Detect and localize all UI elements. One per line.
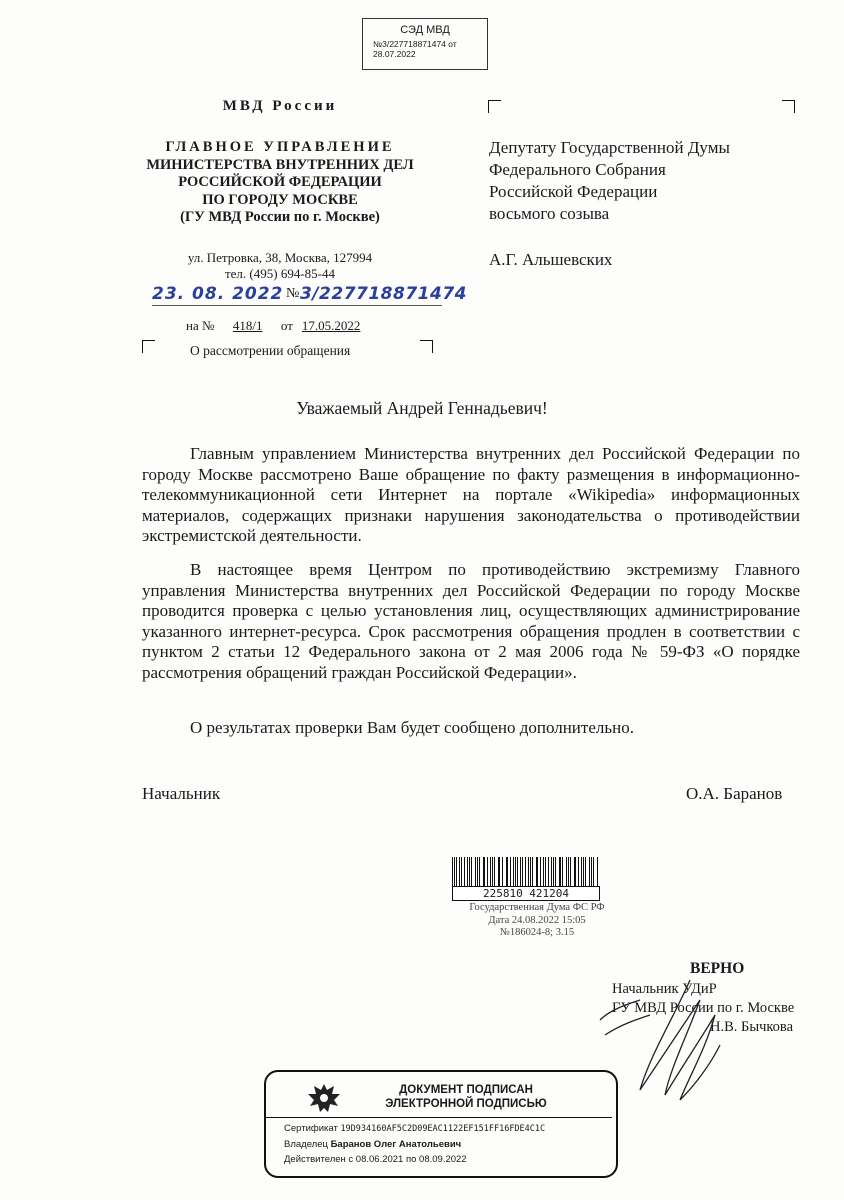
recipient-line-4: восьмого созыва xyxy=(489,204,610,223)
verno-name: Н.В. Бычкова xyxy=(710,1019,794,1035)
verno-line-1: Начальник УДиР xyxy=(612,981,717,997)
e-signature-divider xyxy=(266,1117,612,1118)
reference-line xyxy=(186,318,366,334)
sender-address: ул. Петровка, 38, Москва, 127994 xyxy=(187,250,373,265)
e-signature-valid: Действителен с 08.06.2021 по 08.09.2022 xyxy=(284,1154,467,1165)
outgoing-number-prefix: № xyxy=(286,286,300,301)
sender-line-3: РОССИЙСКОЙ ФЕДЕРАЦИИ xyxy=(178,174,382,190)
subject-corner-left xyxy=(142,340,155,353)
e-signature-owner: Баранов Олег Анатольевич xyxy=(330,1139,462,1150)
outgoing-number-handwritten: 3/227718871474 xyxy=(300,284,467,304)
verno-title: ВЕРНО xyxy=(690,960,745,977)
sender-contacts xyxy=(120,250,440,282)
eagle-emblem-icon xyxy=(304,1080,344,1118)
body-paragraph-1 xyxy=(142,444,800,547)
sed-registration-box xyxy=(362,18,488,70)
sender-line-2: МИНИСТЕРСТВА ВНУТРЕННИХ ДЕЛ xyxy=(146,156,414,173)
outgoing-underline xyxy=(152,305,442,306)
registration-number: №186024-8; 3.15 xyxy=(499,927,575,938)
salutation: Уважаемый Андрей Геннадьевич! xyxy=(296,398,548,418)
body-paragraph-1-text: Главным управлением Министерства внутренних дел Российской Федерации по городу Москве рассмотрено Ваше обращение по факту размещения в информационно-телекоммуникационной сети Интернет на портале «Wikipedia» информационных материалов, содержащих признаки нарушения законодательства о противодействии экстремистской деятельности. xyxy=(142,444,800,545)
reference-number: 418/1 xyxy=(232,318,263,333)
body-paragraph-2-text: В настоящее время Центром по противодействию экстремизму Главного управления Министерства внутренних дел Российской Федерации по городу Москве проводится проверка с целью установления лиц, осуществляющих администрирование указанного интернет-ресурса. Срок рассмотрения обращения продлен в соответствии с пунктом 2 статьи 12 Федерального закона от 2 мая 2006 года № 59-ФЗ «О порядке рассмотрения обращений граждан Российской Федерации». xyxy=(142,560,800,682)
sed-date: 28.07.2022 xyxy=(373,49,416,59)
body-paragraph-2 xyxy=(142,560,800,683)
sender-line-5: (ГУ МВД России по г. Москве) xyxy=(180,209,380,225)
recipient-line-1: Депутату Государственной Думы xyxy=(489,138,730,157)
sender-line-1: ГЛАВНОЕ УПРАВЛЕНИЕ xyxy=(165,139,395,155)
barcode-number: 225810 421204 xyxy=(452,886,600,901)
signature-position: Начальник xyxy=(142,784,221,803)
reference-label-ot: от xyxy=(280,318,293,333)
body-paragraph-3 xyxy=(142,718,800,739)
signature-name: О.А. Баранов xyxy=(686,784,783,803)
subject-corner-right xyxy=(420,340,433,353)
sed-number: №3/227718871474 от xyxy=(373,39,457,49)
body-paragraph-3-text: О результатах проверки Вам будет сообщено дополнительно. xyxy=(190,718,634,737)
e-signature-title-2: ЭЛЕКТРОННОЙ ПОДПИСЬЮ xyxy=(385,1098,547,1110)
recipient-line-2: Федерального Собрания xyxy=(489,160,666,179)
sender-line-4: ПО ГОРОДУ МОСКВЕ xyxy=(202,191,358,208)
registration-org: Государственная Дума ФС РФ xyxy=(469,902,605,913)
e-signature-cert: 19D934160AF5C2D09EAC1122EF151FF16FDE4C1C xyxy=(340,1124,546,1134)
ministry-name: МВД России xyxy=(222,98,338,114)
subject-text: О рассмотрении обращения xyxy=(190,343,351,358)
registration-block xyxy=(452,902,622,940)
reference-label-na: на № xyxy=(186,318,215,333)
e-signature-details xyxy=(284,1121,545,1167)
sender-phone: тел. (495) 694-85-44 xyxy=(224,266,335,281)
e-signature-title-1: ДОКУМЕНТ ПОДПИСАН xyxy=(399,1084,533,1096)
reference-date: 17.05.2022 xyxy=(301,318,361,333)
recipient-line-3: Российской Федерации xyxy=(489,182,658,201)
recipient-corner-left xyxy=(488,100,501,113)
verno-line-2: ГУ МВД России по г. Москве xyxy=(612,1000,795,1016)
sed-title: СЭД МВД xyxy=(400,24,450,36)
e-signature-title xyxy=(346,1083,586,1111)
registration-date: Дата 24.08.2022 15:05 xyxy=(488,914,586,926)
sender-block xyxy=(110,139,450,227)
e-signature-stamp xyxy=(264,1070,618,1178)
outgoing-date-handwritten: 23. 08. 2022 xyxy=(152,284,284,304)
e-signature-owner-line xyxy=(284,1137,545,1152)
e-signature-owner-label: Владелец xyxy=(284,1139,328,1150)
recipient-block xyxy=(489,137,730,225)
e-signature-cert-label: Сертификат xyxy=(284,1123,338,1134)
recipient-corner-right xyxy=(782,100,795,113)
e-signature-cert-line xyxy=(284,1121,545,1137)
recipient-name: А.Г. Альшевских xyxy=(489,250,613,269)
